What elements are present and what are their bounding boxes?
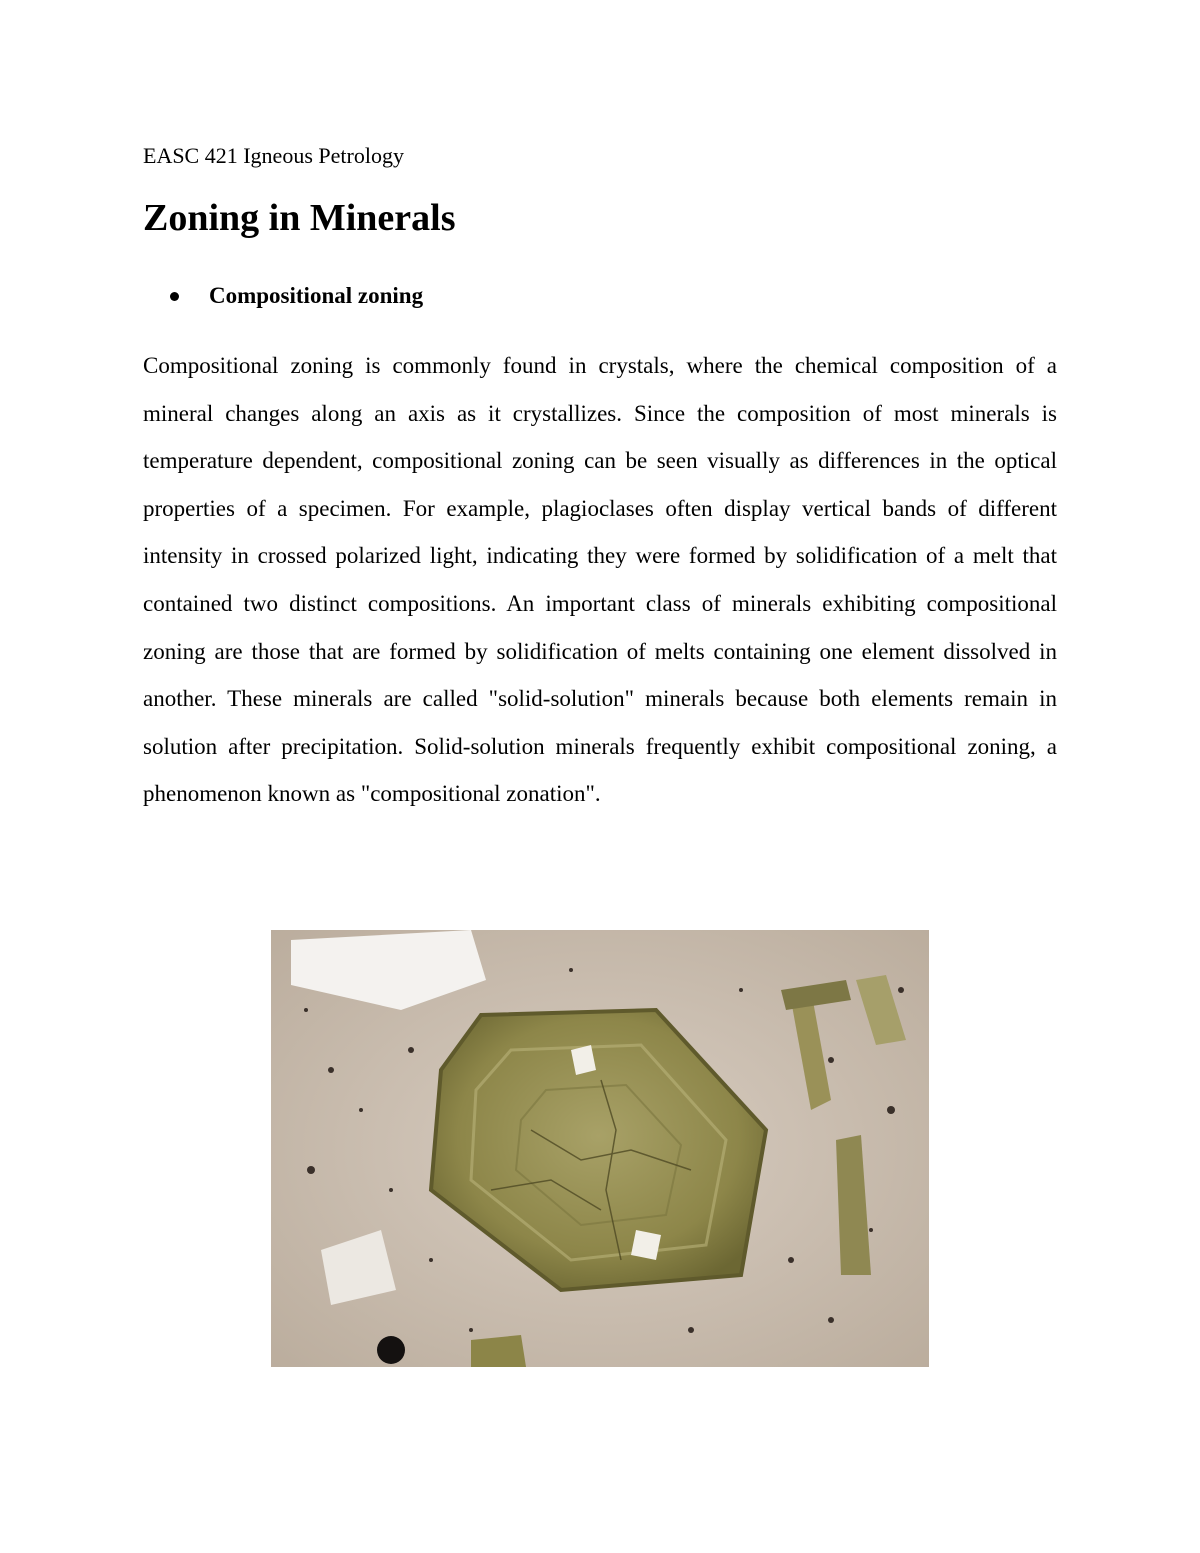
thin-section-photo (271, 930, 929, 1367)
section-bullet (170, 283, 423, 309)
bullet-dot-icon (170, 292, 179, 301)
page-title: Zoning in Minerals (143, 197, 456, 239)
course-header: EASC 421 Igneous Petrology (143, 143, 404, 168)
section-heading: Compositional zoning (209, 283, 424, 308)
body-paragraph: Compositional zoning is commonly found in crystals, where the chemical composition of a mineral changes along an axis as it crystallizes. Since the composition of most minerals is temperature dependent, compositional zoning can be seen visually as differences in the optical properties of a specimen. For example, plagioclases often display vertical bands of different intensity in crossed polarized light, indicating they were formed by solidification of a melt that contained two distinct compositions. An important class of minerals exhibiting compositional zoning are those that are formed by solidification of melts containing one element dissolved in another. These minerals are called "solid-solution" minerals because both elements remain in solution after precipitation. Solid-solution minerals frequently exhibit compositional zoning, a phenomenon known as "compositional zonation". (143, 353, 1057, 807)
zoned-crystal-image (271, 930, 929, 1367)
